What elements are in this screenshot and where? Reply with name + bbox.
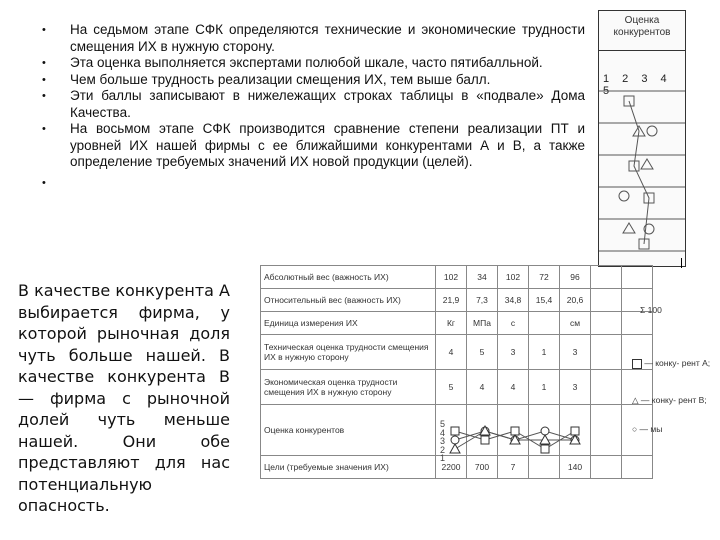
bullet-item: • На восьмом этапе СФК производится сравнение степени реализации ПТ и уровней ИХ нашей фирмы с ее ближайшими конкурентами А и В, а также определение требуемых значений ИХ новой продукции (целей). bbox=[40, 121, 585, 171]
table-row: Экономическая оценка трудности смещения ИХ в нужную сторону 5 4 4 1 3 bbox=[261, 370, 653, 405]
table-row: Единица измерения ИХ Кг МПа с см bbox=[261, 312, 653, 335]
competitor-a-mark bbox=[571, 427, 579, 435]
competitor-evaluation-excerpt bbox=[598, 10, 686, 267]
competitor-plot bbox=[440, 418, 600, 464]
table-row: Цели (требуемые значения ИХ) 2200 700 7 140 bbox=[261, 456, 653, 479]
scale-numbers: 5 4 3 2 1 bbox=[440, 419, 446, 463]
triangle-icon: △ bbox=[632, 395, 639, 405]
corner-marker bbox=[681, 258, 688, 268]
table-row: Абсолютный вес (важность ИХ) 102 34 102 72 96 bbox=[261, 266, 653, 289]
square-icon bbox=[632, 359, 642, 369]
sum-label: Σ 100 bbox=[640, 305, 662, 315]
competitor-a-mark bbox=[511, 427, 519, 435]
us-mark bbox=[451, 436, 459, 444]
competitor-a-mark bbox=[481, 436, 489, 444]
circle-icon: ○ bbox=[632, 424, 638, 434]
legend-competitor-b: △ — конку- рент В; bbox=[632, 395, 707, 405]
bullet-list bbox=[40, 22, 585, 195]
table-row: Относительный вес (важность ИХ) 21,9 7,3 34,8 15,4 20,6 bbox=[261, 289, 653, 312]
table-row-competitors: Оценка конкурентов bbox=[261, 405, 653, 456]
bullet-item: • Чем больше трудность реализации смещения ИХ, тем выше балл. bbox=[40, 72, 585, 89]
excerpt-plot bbox=[599, 11, 685, 266]
bullet-item: • На седьмом этапе СФК определяются технические и экономические трудности смещения ИХ в нужную сторону. bbox=[40, 22, 585, 55]
competitor-b-mark bbox=[450, 444, 460, 453]
excerpt-title: Оценка конкурентов bbox=[599, 11, 685, 51]
us-mark bbox=[541, 427, 549, 435]
bullet-item: • Эта оценка выполняется экспертами полюбой шкале, часто пятибалльной. bbox=[40, 55, 585, 72]
competitor-a-mark bbox=[451, 427, 459, 435]
bullet-item: • Эти баллы записывают в нижележащих строках таблицы в «подвале» Дома Качества. bbox=[40, 88, 585, 121]
excerpt-scale: 1 2 3 4 5 bbox=[603, 73, 672, 97]
legend-us: ○ — мы bbox=[632, 424, 663, 434]
competitor-note: В качестве конкурента А выбирается фирма, у которой рыночная доля чуть больше нашей. В качестве конкурента В — фирма с рыночной долей чуть меньше нашей. Они обе представляют для нас потенциальную опасность. bbox=[18, 281, 230, 515]
legend-competitor-a: — конку- рент А; bbox=[632, 358, 712, 369]
competitor-a-mark bbox=[541, 445, 549, 453]
bullet-item-empty bbox=[40, 175, 585, 195]
table-row: Техническая оценка трудности смещения ИХ в нужную сторону 4 5 3 1 3 bbox=[261, 335, 653, 370]
